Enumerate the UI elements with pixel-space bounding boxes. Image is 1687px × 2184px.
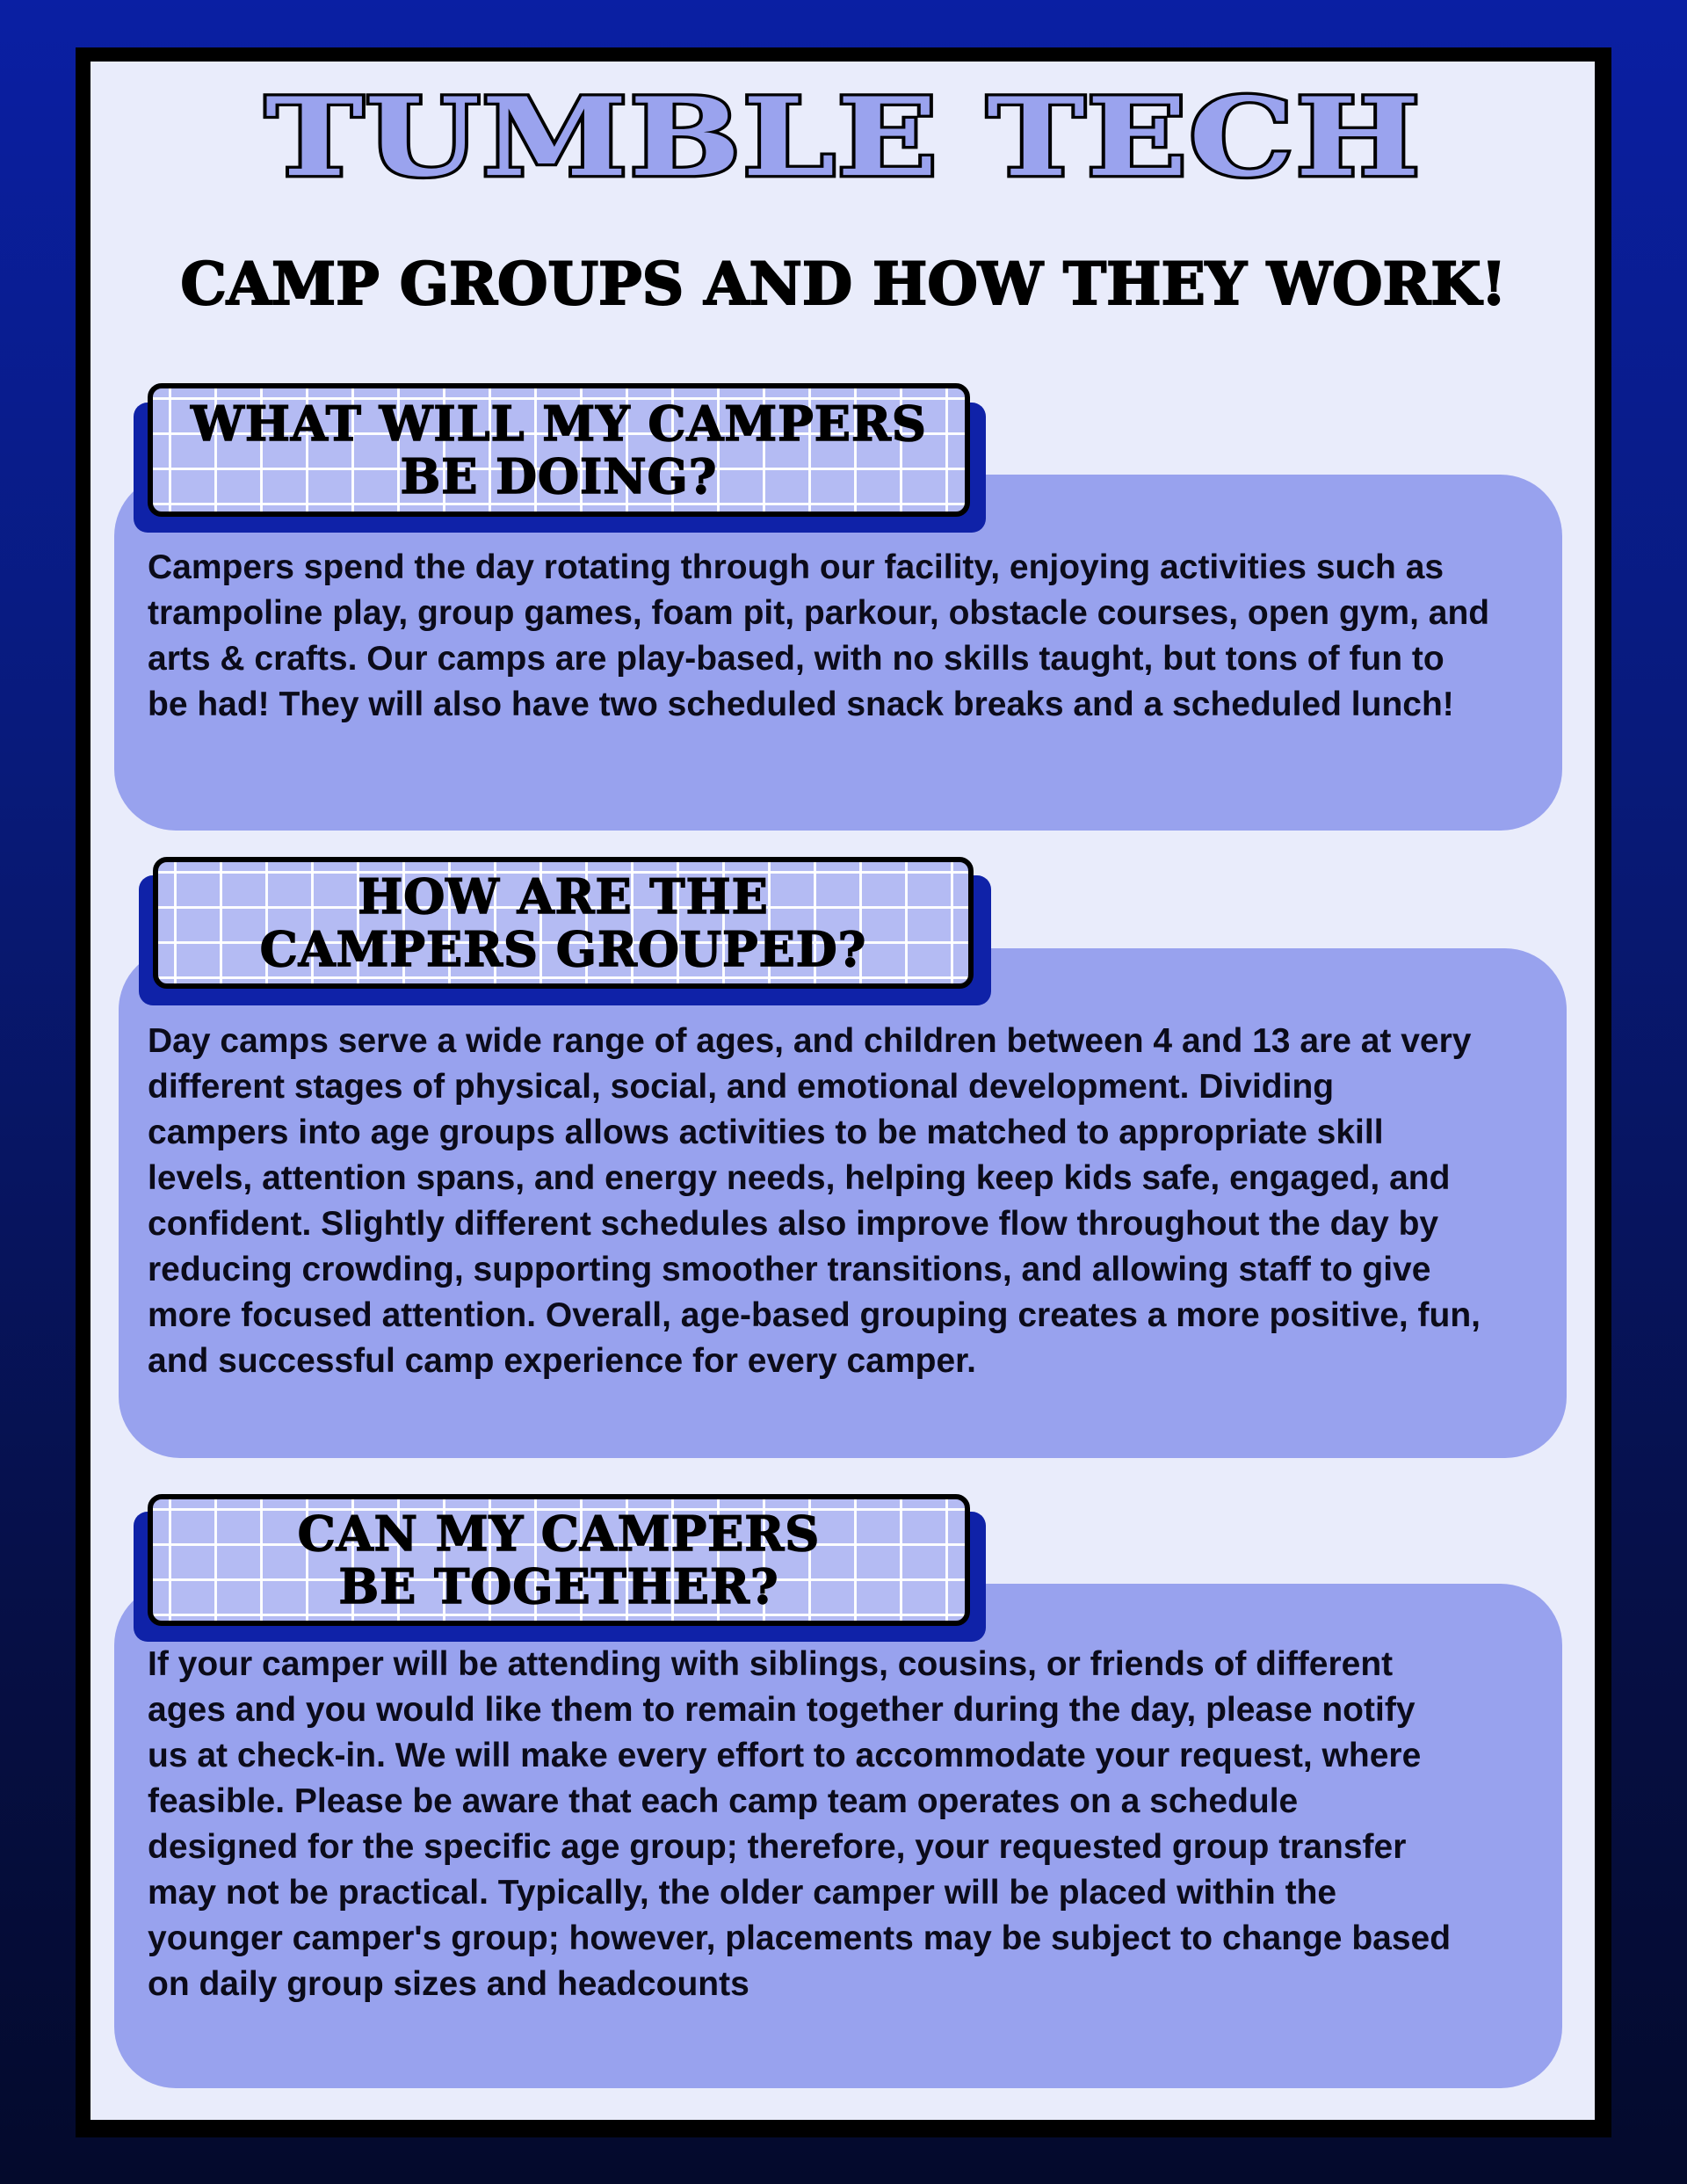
section-heading: WHAT WILL MY CAMPERS BE DOING? — [191, 395, 927, 504]
section-heading-tab — [148, 1494, 970, 1626]
page-title: TUMBLE TECH — [264, 74, 1423, 201]
section-heading: CAN MY CAMPERS BE TOGETHER? — [297, 1506, 821, 1614]
section-heading-tab — [153, 857, 974, 989]
section-heading-tab — [148, 383, 970, 517]
section-heading: HOW ARE THE CAMPERS GROUPED? — [259, 868, 867, 977]
page-subtitle: CAMP GROUPS AND HOW THEY WORK! — [180, 250, 1507, 318]
section-body-text: If your camper will be attending with siblings, cousins, or friends of different ages and you would like them to remain together during the day, please notify us at check-in. We will make every effort to accommodate your request, where feasible. Please be aware that each camp team operates on a schedule designed for the specific age group; therefore, your requested group transfer may not be practical. Typically, the older camper will be placed within the younger camper's group; however, placements may be subject to change based on daily group sizes and headcounts — [148, 1645, 1452, 2003]
section-body-text: Day camps serve a wide range of ages, and children between 4 and 13 are at very different stages of physical, social, and emotional development. Dividing campers into age groups allows activities to be matched to appropriate skill levels, attention spans, and energy needs, helping keep kids safe, engaged, and confident. Slightly different schedules also improve flow throughout the day by reducing crowding, supporting smoother transitions, and allowing staff to give more focused attention. Overall, age-based grouping creates a more positive, fun, and successful camp experience for every camper. — [148, 1022, 1481, 1380]
section-body-text: Campers spend the day rotating through our facility, enjoying activities such as trampoline play, group games, foam pit, parkour, obstacle courses, open gym, and arts & crafts. Our camps are play-based, with no skills taught, but tons of fun to be had! They will also have two scheduled snack breaks and a scheduled lunch! — [148, 548, 1490, 723]
